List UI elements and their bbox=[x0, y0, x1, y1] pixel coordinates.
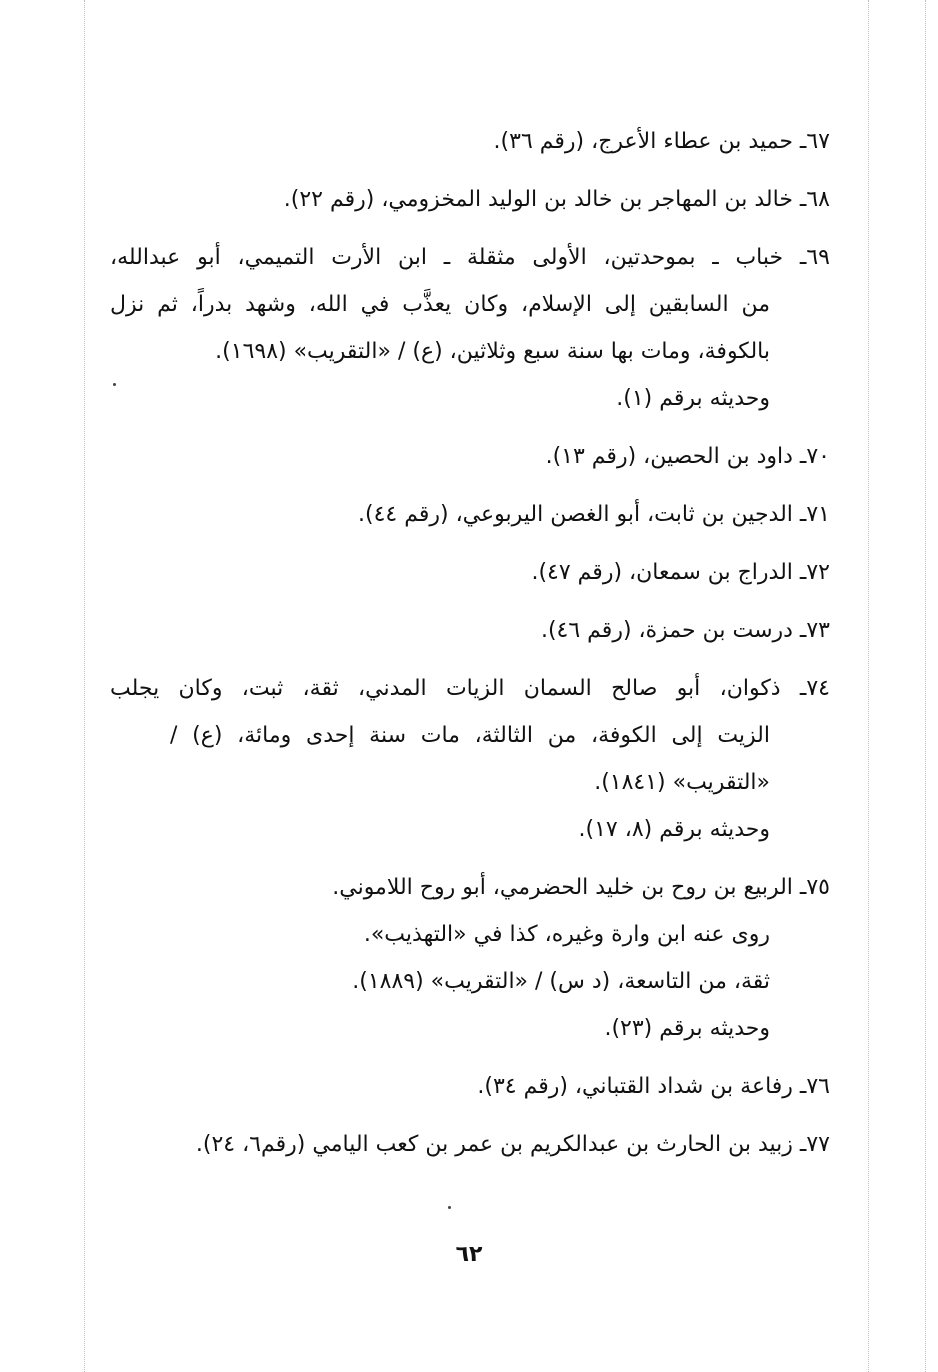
entry-69 bbox=[110, 234, 830, 422]
entry-line: «التقريب» (١٨٤١). bbox=[594, 770, 770, 795]
scan-edge-line bbox=[925, 0, 926, 1372]
entry-line: وحديثه برقم (٨، ١٧). bbox=[578, 817, 770, 842]
entry-70 bbox=[110, 433, 830, 480]
entry-line: ٧٤ـ ذكوان، أبو صالح السمان الزيات المدني، ثقة، ثبت، وكان يجلب bbox=[110, 676, 830, 701]
entry-line: وحديثه برقم (٢٣). bbox=[604, 1016, 770, 1041]
entry-75 bbox=[110, 864, 830, 1052]
biography-list bbox=[110, 118, 830, 1168]
entry-line: وحديثه برقم (١). bbox=[616, 386, 770, 411]
entry-line: من السابقين إلى الإسلام، وكان يعذَّب في الله، وشهد بدراً، ثم نزل bbox=[110, 292, 770, 317]
entry-77 bbox=[110, 1121, 830, 1168]
entry-line: ثقة، من التاسعة، (د س) / «التقريب» (١٨٨٩). bbox=[352, 969, 770, 994]
entry-line: ٧٦ـ رفاعة بن شداد القتباني، (رقم ٣٤). bbox=[477, 1074, 830, 1099]
entry-71 bbox=[110, 491, 830, 538]
entry-line: ٧٢ـ الدراج بن سمعان، (رقم ٤٧). bbox=[531, 560, 830, 585]
entry-68 bbox=[110, 176, 830, 223]
entry-67 bbox=[110, 118, 830, 165]
entry-73 bbox=[110, 607, 830, 654]
entry-line: ٦٩ـ خباب ـ بموحدتين، الأولى مثقلة ـ ابن الأرت التميمي، أبو عبدالله، bbox=[110, 245, 830, 270]
entry-line: ٧١ـ الدجين بن ثابت، أبو الغصن اليربوعي، (رقم ٤٤). bbox=[358, 502, 830, 527]
entry-line: ٧٧ـ زبيد بن الحارث بن عبدالكريم بن عمر بن كعب اليامي (رقم٦، ٢٤). bbox=[195, 1132, 830, 1157]
entry-line: بالكوفة، ومات بها سنة سبع وثلاثين، (ع) / «التقريب» (١٦٩٨). bbox=[215, 339, 770, 364]
scan-margin-line-right bbox=[868, 0, 869, 1372]
entry-line: ٦٨ـ خالد بن المهاجر بن خالد بن الوليد المخزومي، (رقم ٢٢). bbox=[283, 187, 830, 212]
entry-line: الزيت إلى الكوفة، من الثالثة، مات سنة إحدى ومائة، (ع) / bbox=[170, 723, 770, 748]
entry-line: ٧٥ـ الربيع بن روح بن خليد الحضرمي، أبو روح اللاموني. bbox=[332, 875, 830, 900]
entry-76 bbox=[110, 1063, 830, 1110]
entry-line: ٦٧ـ حميد بن عطاء الأعرج، (رقم ٣٦). bbox=[493, 129, 830, 154]
page-number: ٦٢ bbox=[455, 1242, 483, 1267]
scan-speck bbox=[448, 1206, 451, 1209]
scan-margin-line-left bbox=[84, 0, 85, 1372]
entry-line: ٧٠ـ داود بن الحصين، (رقم ١٣). bbox=[545, 444, 830, 469]
entry-72 bbox=[110, 549, 830, 596]
entry-74 bbox=[110, 665, 830, 853]
entry-line: روى عنه ابن وارة وغيره، كذا في «التهذيب». bbox=[363, 922, 770, 947]
entry-line: ٧٣ـ درست بن حمزة، (رقم ٤٦). bbox=[540, 618, 830, 643]
